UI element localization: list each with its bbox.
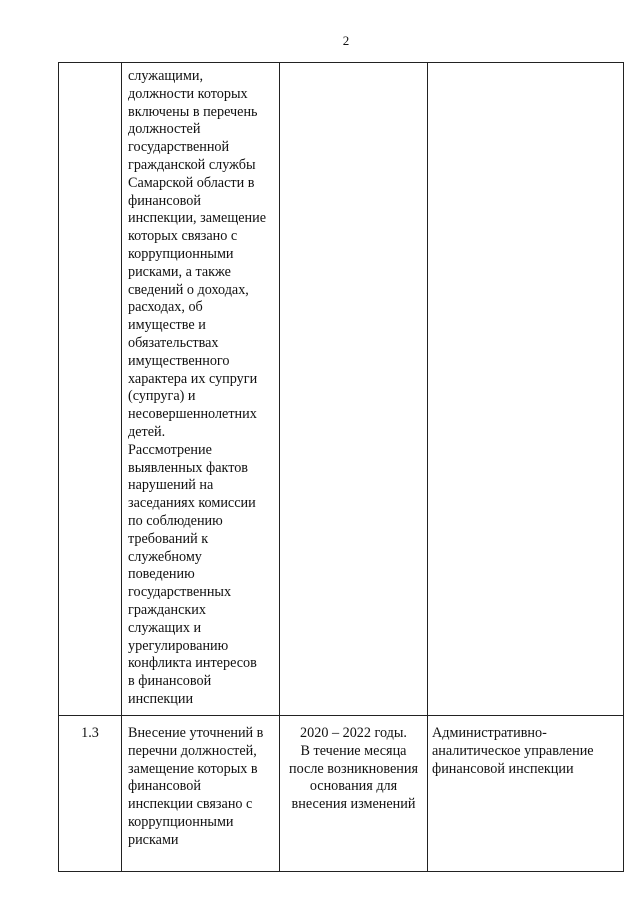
item-responsible-cell: Административно- аналитическое управление финансовой инспекции <box>428 716 624 872</box>
item-description-cell: Внесение уточнений в перечни должностей, замещение которых в финансовой инспекции связано с коррупционными рисками <box>122 716 280 872</box>
item-number-cell: 1.3 <box>59 716 122 872</box>
item-deadline-cell <box>280 63 428 716</box>
item-deadline-cell: 2020 – 2022 годы. В течение месяца после возникновения основания для внесения изменений <box>280 716 428 872</box>
action-plan-table <box>58 62 624 872</box>
table-row-continuation <box>59 63 624 716</box>
item-description-cell: служащими, должности которых включены в перечень должностей государственной гражданской службы Самарской области в финансовой инспекции, замещение которых связано с коррупционными рисками, а также сведений о доходах, расходах, об имуществе и обязательствах имущественного характера их супруги (супруга) и несовершеннолетних детей. Рассмотрение выявленных фактов нарушений на заседаниях комиссии по соблюдению требований к служебному поведению государственных гражданских служащих и урегулированию конфликта интересов в финансовой инспекции <box>122 63 280 716</box>
table-row-1-3 <box>59 716 624 872</box>
item-responsible-cell <box>428 63 624 716</box>
item-number-cell <box>59 63 122 716</box>
page-number: 2 <box>342 33 350 48</box>
